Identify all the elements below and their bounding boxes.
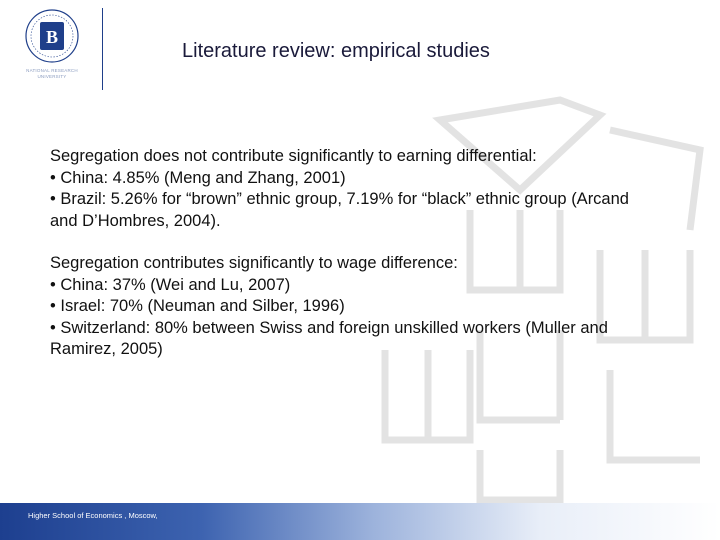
footer-text: Higher School of Economics , Moscow, bbox=[28, 511, 158, 520]
svg-text:B: B bbox=[45, 27, 59, 47]
list-item: • Brazil: 5.26% for “brown” ethnic group, 7.19% for “black” ethnic group (Arcand and D’Hombres, 2004). bbox=[50, 190, 629, 230]
header-divider bbox=[102, 8, 103, 90]
list-item: • China: 4.85% (Meng and Zhang, 2001) bbox=[50, 168, 346, 187]
slide-body bbox=[50, 146, 650, 361]
slide-footer bbox=[0, 503, 720, 540]
section2-heading: Segregation contributes significantly to wage difference: bbox=[50, 254, 458, 272]
list-item: • China: 37% (Wei and Lu, 2007) bbox=[50, 275, 291, 294]
list-item: • Switzerland: 80% between Swiss and foreign unskilled workers (Muller and Ramirez, 2005) bbox=[50, 318, 608, 358]
slide-title: Literature review: empirical studies bbox=[182, 40, 490, 62]
list-item: • Israel: 70% (Neuman and Silber, 1996) bbox=[50, 297, 345, 315]
logo-caption: NATIONAL RESEARCH UNIVERSITY bbox=[26, 68, 78, 79]
section1-heading: Segregation does not contribute significantly to earning differential: bbox=[50, 147, 537, 165]
slide-header bbox=[0, 0, 720, 100]
